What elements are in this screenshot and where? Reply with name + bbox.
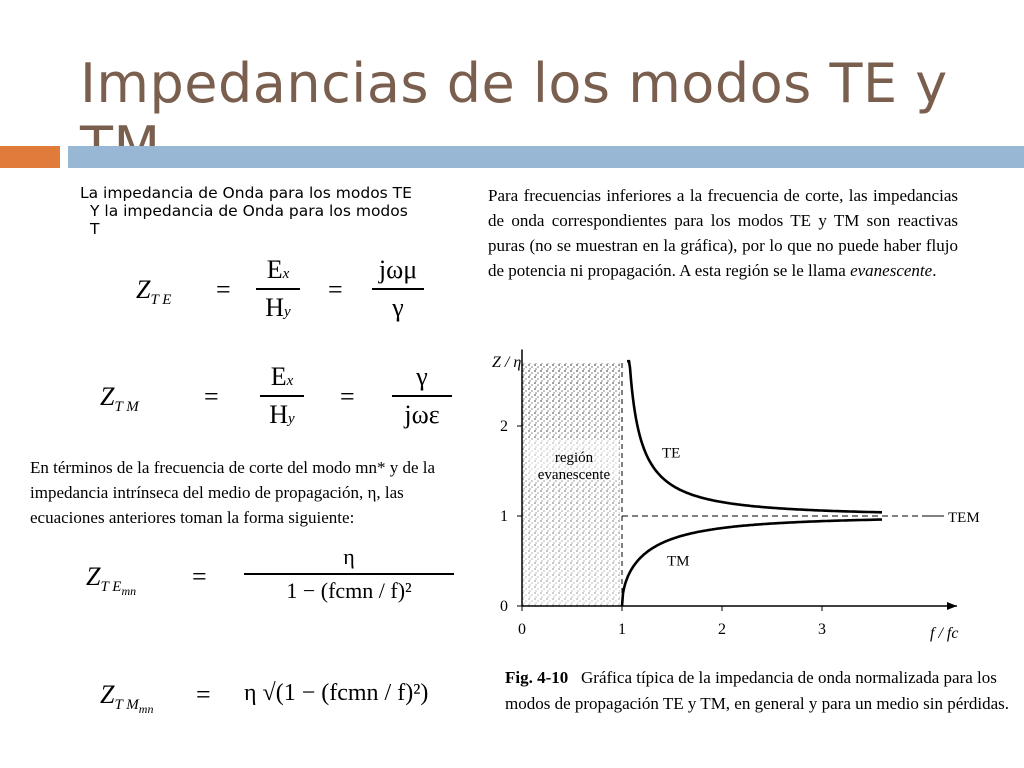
figure-caption <box>505 665 1015 717</box>
zte-z: Z <box>136 275 151 304</box>
equation-zte-mn <box>86 544 466 618</box>
x-axis-arrow <box>947 602 957 610</box>
right-paragraph-end: . <box>932 261 937 280</box>
zte-frac1 <box>256 255 300 323</box>
slide-title: Impedancias de los modos TE y <box>80 52 948 115</box>
x-tick-label: 1 <box>618 621 626 638</box>
region-label-line2: evanescente <box>537 467 611 483</box>
zte-num: Ex <box>266 255 290 284</box>
accent-bar-blue <box>68 146 1024 168</box>
x-tick-label: 3 <box>818 621 826 638</box>
ztemn-sub: T E <box>100 579 122 595</box>
series-tem-label: TEM <box>948 510 980 526</box>
evanescent-region-fade <box>522 363 620 606</box>
caption-text: Gráfica típica de la impedancia de onda normalizada para los modos de propagación TE y TM, en general y para un medio sin pérdidas. <box>505 668 1010 713</box>
intro-line-2: Y la impedancia de Onda para los modos <box>90 202 408 220</box>
ztm-z: Z <box>100 382 115 411</box>
zte-num2: jωμ <box>378 255 418 284</box>
equation-zte <box>136 255 456 335</box>
ztm-frac1 <box>260 362 304 430</box>
ztm-sub: T M <box>114 399 139 415</box>
series-tm-curve <box>622 520 882 607</box>
ztm-num: Ex <box>270 362 294 391</box>
zte-eq1: = <box>216 275 231 304</box>
y-tick-label: 2 <box>500 418 508 435</box>
y-axis-label: Z / η <box>492 354 522 371</box>
x-tick-label: 2 <box>718 621 726 638</box>
series-te-label: TE <box>662 445 681 462</box>
ztm-den: Hy <box>269 400 295 429</box>
equation-ztm <box>100 362 460 442</box>
intro-line-3: T <box>90 220 100 238</box>
zte-den: Hy <box>265 293 291 322</box>
left-paragraph: En términos de la frecuencia de corte del modo mn* y de la impedancia intrínseca del medio de propagación, η, las ecuaciones anteriores toman la forma siguiente: <box>30 458 436 527</box>
ztemn-eq: = <box>192 562 207 591</box>
impedance-chart <box>480 328 980 658</box>
equation-ztm-mn <box>100 660 480 740</box>
ztmmn-subsub: mn <box>138 702 154 716</box>
region-label-line1: región <box>554 450 594 466</box>
zte-eq2: = <box>328 275 343 304</box>
ztemn-frac <box>244 544 454 604</box>
ztemn-num: η <box>343 544 355 569</box>
ztm-num2: γ <box>416 362 428 391</box>
intro-line-1: La impedancia de Onda para los modos TE <box>80 184 412 202</box>
ztmmn-z: Z <box>100 680 115 709</box>
ztm-eq1: = <box>204 382 219 411</box>
ztemn-den: 1 − (fcmn / f)² <box>286 578 412 603</box>
ztm-eq2: = <box>340 382 355 411</box>
accent-bar-orange <box>0 146 60 168</box>
right-paragraph <box>488 183 958 283</box>
ztemn-z: Z <box>86 562 101 591</box>
ztm-frac2 <box>392 362 452 430</box>
ztemn-subsub: mn <box>121 584 137 598</box>
y-tick-label: 1 <box>500 508 508 525</box>
ztmmn-eq: = <box>196 680 211 709</box>
ztmmn-rhs: η √(1 − (fcmn / f)²) <box>244 680 429 706</box>
zte-sub: T E <box>150 292 172 308</box>
x-axis-label: f / fc <box>930 625 959 642</box>
ztmmn-sub: T M <box>114 697 139 713</box>
right-paragraph-text: Para frecuencias inferiores a la frecuencia de corte, las impedancias de onda correspondientes para los modos TE y TM son reactivas puras (no se muestran en la gráfica), por lo que no puede haber flujo de potencia ni propagación. A esta región se le llama <box>488 186 958 280</box>
zte-frac2 <box>372 255 424 323</box>
zte-den2: γ <box>392 293 404 322</box>
series-te-curve <box>627 361 882 512</box>
caption-label: Fig. 4-10 <box>505 668 569 687</box>
right-paragraph-italic: evanescente <box>850 261 933 280</box>
y-tick-label: 0 <box>500 598 508 615</box>
ztm-den2: jωε <box>404 400 440 429</box>
series-tm-label: TM <box>667 553 690 570</box>
x-tick-label: 0 <box>518 621 526 638</box>
intro-text <box>80 184 480 238</box>
